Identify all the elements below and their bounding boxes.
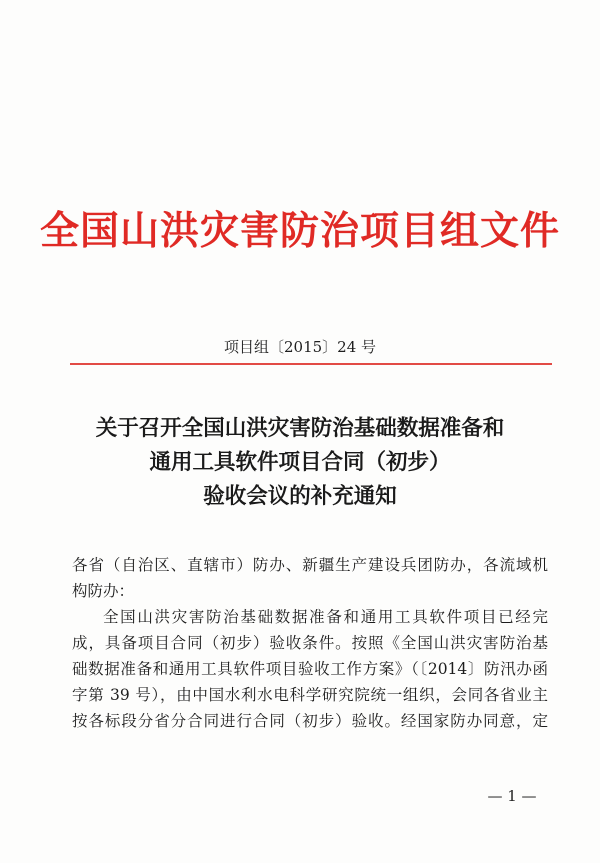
title-line-3: 验收会议的补充通知 (203, 484, 397, 509)
page-number: — 1 — (487, 787, 537, 805)
body-line-7: 按各标段分省分合同进行合同（初步）验收。经国家防办同意，定 (72, 712, 548, 730)
body-line-4: 成，具备项目合同（初步）验收条件。按照《全国山洪灾害防治基 (72, 634, 548, 652)
red-divider-line (70, 363, 552, 365)
title-line-2: 通用工具软件项目合同（初步） (149, 450, 451, 475)
body-line-3: 全国山洪灾害防治基础数据准备和通用工具软件项目已经完 (103, 608, 548, 626)
body-line-1: 各省（自治区、直辖市）防办、新疆生产建设兵团防办，各流域机 (72, 556, 548, 574)
title-line-1: 关于召开全国山洪灾害防治基础数据准备和 (95, 416, 505, 441)
document-header: 全国山洪灾害防治项目组文件 (39, 208, 560, 254)
document-title (0, 412, 600, 514)
body-line-6: 字第 39 号），由中国水利水电科学研究院统一组织，会同各省业主 (72, 686, 548, 704)
body-line-5: 础数据准备和通用工具软件项目验收工作方案》（〔2014〕防汛办函 (72, 660, 548, 678)
body-line-2: 构防办： (72, 582, 135, 600)
document-number: 项目组〔2015〕24 号 (223, 338, 377, 356)
document-body (72, 552, 548, 734)
